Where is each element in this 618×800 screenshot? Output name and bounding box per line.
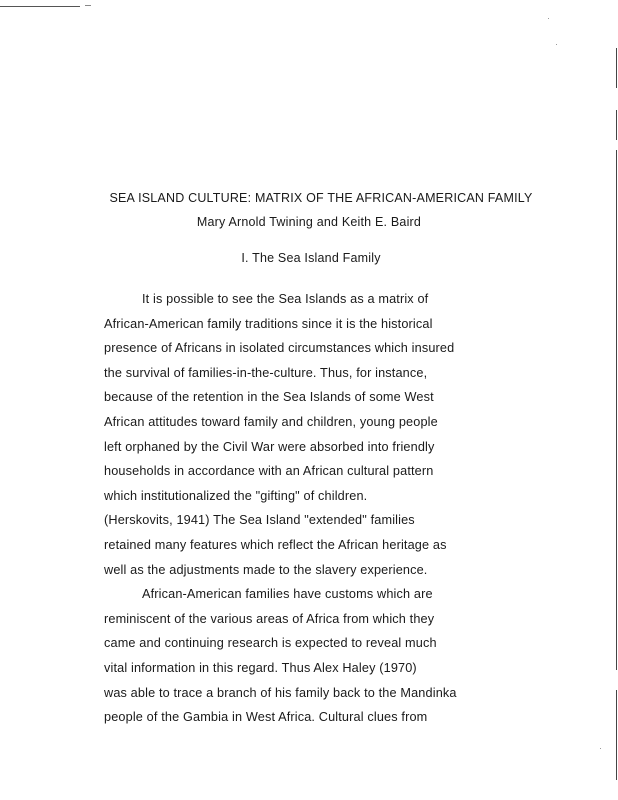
section-heading: I. The Sea Island Family xyxy=(241,251,381,265)
scan-artifact-dot xyxy=(85,5,91,6)
text-line: African-American families have customs which are xyxy=(142,587,433,602)
body-text xyxy=(104,287,604,730)
text-line: because of the retention in the Sea Islands of some West xyxy=(104,390,434,405)
scan-speck xyxy=(548,18,549,19)
text-line: the survival of families-in-the-culture. Thus, for instance, xyxy=(104,365,428,380)
scan-speck xyxy=(600,748,601,749)
text-line: African-American family traditions since it is the historical xyxy=(104,316,433,331)
text-line: retained many features which reflect the African heritage as xyxy=(104,537,447,552)
document-authors: Mary Arnold Twining and Keith E. Baird xyxy=(196,215,422,229)
text-line: vital information in this regard. Thus Alex Haley (1970) xyxy=(104,660,417,675)
scan-edge-mark xyxy=(616,110,617,140)
scan-artifact-line xyxy=(0,6,80,7)
text-line: was able to trace a branch of his family back to the Mandinka xyxy=(104,685,457,700)
document-title: SEA ISLAND CULTURE: MATRIX OF THE AFRICAN-AMERICAN FAMILY xyxy=(109,191,533,205)
text-line: reminiscent of the various areas of Africa from which they xyxy=(104,611,435,626)
scan-speck xyxy=(556,44,557,45)
text-line: people of the Gambia in West Africa. Cultural clues from xyxy=(104,710,428,725)
text-line: which institutionalized the "gifting" of children. xyxy=(104,488,368,503)
text-line: came and continuing research is expected to reveal much xyxy=(104,636,437,651)
scan-edge-mark xyxy=(616,48,617,88)
text-line: African attitudes toward family and children, young people xyxy=(104,414,438,429)
text-line: households in accordance with an African cultural pattern xyxy=(104,464,434,479)
text-line: It is possible to see the Sea Islands as a matrix of xyxy=(142,292,429,306)
scan-edge-mark xyxy=(616,690,617,780)
text-line: well as the adjustments made to the slavery experience. xyxy=(104,562,428,577)
text-line: (Herskovits, 1941) The Sea Island "extended" families xyxy=(104,513,415,528)
text-line: presence of Africans in isolated circumstances which insured xyxy=(104,341,455,356)
text-line: left orphaned by the Civil War were absorbed into friendly xyxy=(104,439,435,454)
